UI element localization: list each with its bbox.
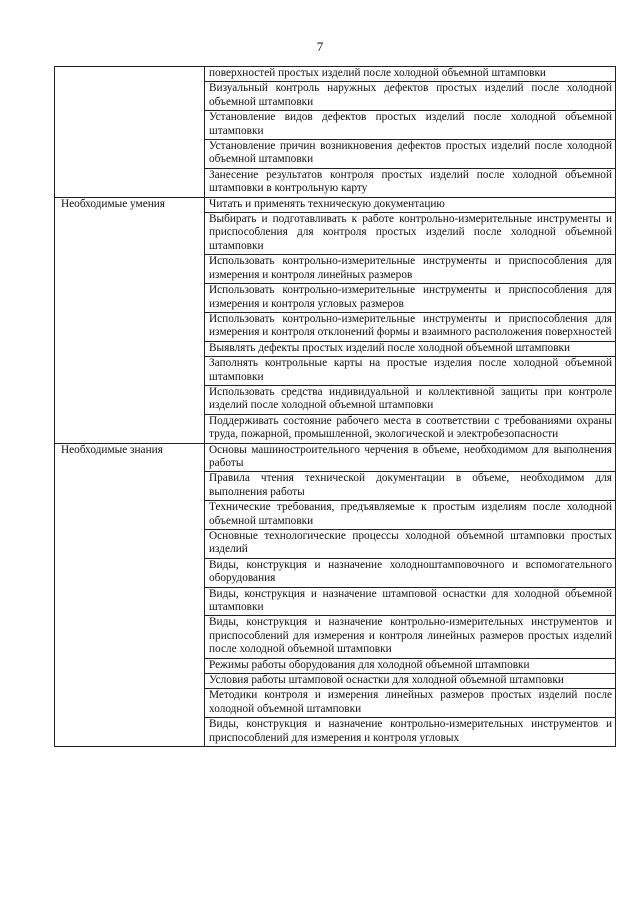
requirement-item: Виды, конструкция и назначение холодноштамповочного и вспомогательного оборудования: [205, 558, 616, 587]
requirement-item: Визуальный контроль наружных дефектов простых изделий после холодной объемной штамповки: [205, 82, 616, 111]
requirements-table-body: [55, 67, 616, 747]
section-label-cell: [55, 197, 205, 443]
requirement-item: Режимы работы оборудования для холодной объемной штамповки: [205, 658, 616, 673]
requirement-item: Использовать контрольно-измерительные инструменты и приспособления для измерения и контроля линейных размеров: [205, 255, 616, 284]
requirement-item: Установление видов дефектов простых изделий после холодной объемной штамповки: [205, 111, 616, 140]
requirement-item: Выявлять дефекты простых изделий после холодной объемной штамповки: [205, 341, 616, 356]
requirement-item: Виды, конструкция и назначение контрольно-измерительных инструментов и приспособлений для измерения и контроля линейных размеров простых изделий после холодной объемной штамповки: [205, 616, 616, 658]
requirement-item: Правила чтения технической документации в объеме, необходимом для выполнения работы: [205, 472, 616, 501]
requirement-item: Виды, конструкция и назначение контрольно-измерительных инструментов и приспособлений для измерения и контроля угловых: [205, 718, 616, 747]
requirement-item: Основы машиностроительного черчения в объеме, необходимом для выполнения работы: [205, 443, 616, 472]
requirement-item: поверхностей простых изделий после холодной объемной штамповки: [205, 67, 616, 82]
section-label: Необходимые умения: [61, 197, 165, 210]
table-row: [55, 443, 616, 472]
requirement-item: Технические требования, предъявляемые к простым изделиям после холодной объемной штамповки: [205, 501, 616, 530]
requirement-item: Заполнять контрольные карты на простые изделия после холодной объемной штамповки: [205, 357, 616, 386]
requirement-item: Занесение результатов контроля простых изделий после холодной объемной штамповки в контрольную карту: [205, 168, 616, 197]
requirements-table: [54, 66, 616, 747]
requirement-item: Установление причин возникновения дефектов простых изделий после холодной объемной штамповки: [205, 140, 616, 169]
table-row: [55, 197, 616, 212]
requirement-item: Читать и применять техническую документацию: [205, 197, 616, 212]
section-label-cell: [55, 443, 205, 747]
requirement-item: Поддерживать состояние рабочего места в соответствии с требованиями охраны труда, пожарной, промышленной, экологической и электробезопасности: [205, 414, 616, 443]
requirement-item: Виды, конструкция и назначение штамповой оснастки для холодной объемной штамповки: [205, 587, 616, 616]
section-label-cell: [55, 67, 205, 198]
requirement-item: Использовать средства индивидуальной и коллективной защиты при контроле изделий после холодной объемной штамповки: [205, 385, 616, 414]
requirement-item: Использовать контрольно-измерительные инструменты и приспособления для измерения и контроля угловых размеров: [205, 284, 616, 313]
page-number: 7: [316, 39, 324, 54]
requirement-item: Выбирать и подготавливать к работе контрольно-измерительные инструменты и приспособления для контроля простых изделий после холодной объемной штамповки: [205, 213, 616, 255]
section-label: Необходимые знания: [61, 443, 163, 456]
requirement-item: Методики контроля и измерения линейных размеров простых изделий после холодной объемной штамповки: [205, 689, 616, 718]
table-row: [55, 67, 616, 82]
requirement-item: Условия работы штамповой оснастки для холодной объемной штамповки: [205, 674, 616, 689]
requirement-item: Использовать контрольно-измерительные инструменты и приспособления для измерения и контроля отклонений формы и взаимного расположения поверхностей: [205, 312, 616, 341]
requirement-item: Основные технологические процессы холодной объемной штамповки простых изделий: [205, 530, 616, 559]
